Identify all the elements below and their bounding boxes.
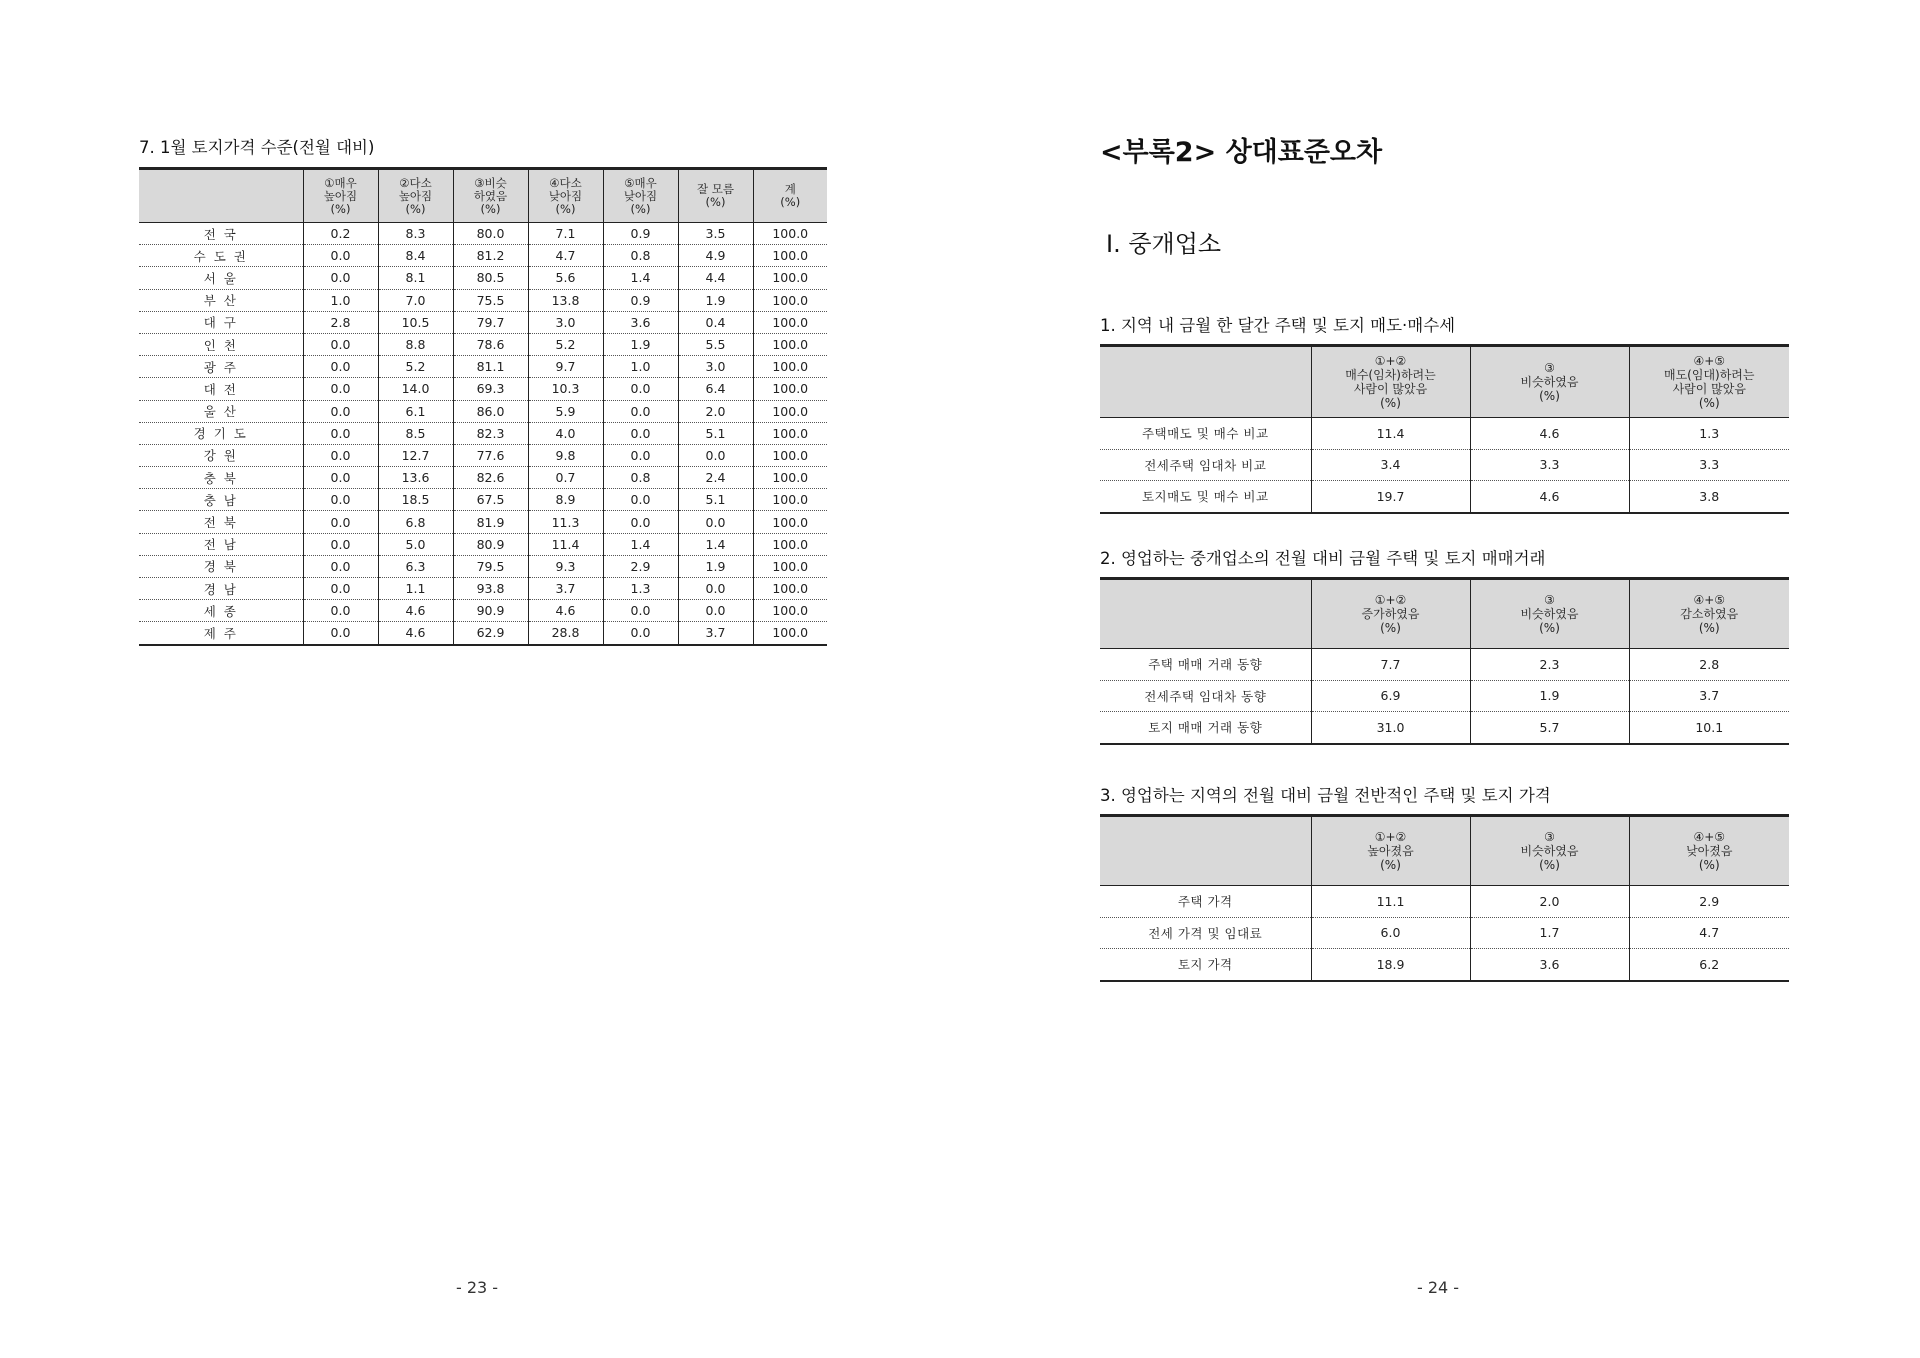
region-label: 대 구 xyxy=(139,311,303,333)
value-cell: 1.0 xyxy=(303,289,378,311)
table-row xyxy=(1100,949,1789,981)
value-cell: 3.0 xyxy=(528,311,603,333)
value-cell: 1.7 xyxy=(1470,917,1629,949)
section-heading: I. 중개업소 xyxy=(1106,230,1222,258)
value-cell: 11.3 xyxy=(528,511,603,533)
value-cell: 2.0 xyxy=(678,400,753,422)
value-cell: 1.9 xyxy=(678,555,753,577)
table-row xyxy=(139,378,827,400)
value-cell: 80.0 xyxy=(453,223,528,245)
value-cell: 7.1 xyxy=(528,223,603,245)
table-row xyxy=(139,245,827,267)
value-cell: 6.3 xyxy=(378,555,453,577)
value-cell: 3.5 xyxy=(678,223,753,245)
value-cell: 100.0 xyxy=(753,467,827,489)
value-cell: 0.0 xyxy=(678,578,753,600)
value-cell: 5.7 xyxy=(1470,712,1629,744)
table-body xyxy=(1100,886,1789,981)
value-cell: 14.0 xyxy=(378,378,453,400)
region-label: 수 도 권 xyxy=(139,245,303,267)
value-cell: 0.0 xyxy=(678,444,753,466)
table-body xyxy=(1100,418,1789,513)
value-cell: 93.8 xyxy=(453,578,528,600)
value-cell: 0.0 xyxy=(303,578,378,600)
header-corner xyxy=(139,169,303,223)
value-cell: 11.4 xyxy=(528,533,603,555)
value-cell: 82.6 xyxy=(453,467,528,489)
value-cell: 5.0 xyxy=(378,533,453,555)
table-row xyxy=(139,333,827,355)
value-cell: 62.9 xyxy=(453,622,528,645)
value-cell: 0.0 xyxy=(603,600,678,622)
value-cell: 10.3 xyxy=(528,378,603,400)
value-cell: 7.0 xyxy=(378,289,453,311)
row-label: 토지매도 및 매수 비교 xyxy=(1100,481,1311,513)
value-cell: 4.6 xyxy=(528,600,603,622)
table-row xyxy=(139,223,827,245)
value-cell: 4.6 xyxy=(1470,418,1629,450)
value-cell: 0.0 xyxy=(303,622,378,645)
value-cell: 1.4 xyxy=(603,267,678,289)
value-cell: 78.6 xyxy=(453,333,528,355)
header-cell: ③비슷 하였음 (%) xyxy=(453,169,528,223)
region-label: 충 남 xyxy=(139,489,303,511)
header-cell: 잘 모름 (%) xyxy=(678,169,753,223)
value-cell: 5.1 xyxy=(678,489,753,511)
trade-sentiment-table xyxy=(1100,344,1789,514)
value-cell: 2.8 xyxy=(303,311,378,333)
value-cell: 1.1 xyxy=(378,578,453,600)
table-row xyxy=(139,311,827,333)
header-cell: 계 (%) xyxy=(753,169,827,223)
value-cell: 100.0 xyxy=(753,533,827,555)
value-cell: 18.9 xyxy=(1311,949,1470,981)
row-label: 토지 매매 거래 동향 xyxy=(1100,712,1311,744)
value-cell: 100.0 xyxy=(753,289,827,311)
value-cell: 0.8 xyxy=(603,245,678,267)
table-7-title: 7. 1월 토지가격 수준(전월 대비) xyxy=(139,138,375,157)
value-cell: 13.6 xyxy=(378,467,453,489)
table-row xyxy=(1100,418,1789,450)
value-cell: 7.7 xyxy=(1311,649,1470,681)
value-cell: 0.0 xyxy=(603,489,678,511)
table-row xyxy=(139,422,827,444)
value-cell: 100.0 xyxy=(753,311,827,333)
region-label: 부 산 xyxy=(139,289,303,311)
value-cell: 4.6 xyxy=(378,600,453,622)
value-cell: 80.9 xyxy=(453,533,528,555)
value-cell: 0.0 xyxy=(303,489,378,511)
value-cell: 0.0 xyxy=(603,444,678,466)
page-number: - 23 - xyxy=(456,1278,499,1297)
value-cell: 0.0 xyxy=(303,444,378,466)
value-cell: 3.7 xyxy=(1629,680,1789,712)
region-label: 충 북 xyxy=(139,467,303,489)
table-row xyxy=(1100,680,1789,712)
overall-price-table xyxy=(1100,814,1789,982)
table-header-row xyxy=(1100,346,1789,418)
value-cell: 8.1 xyxy=(378,267,453,289)
value-cell: 2.8 xyxy=(1629,649,1789,681)
table-2-title: 2. 영업하는 중개업소의 전월 대비 금월 주택 및 토지 매매거래 xyxy=(1100,549,1546,568)
table-body xyxy=(1100,649,1789,744)
table-row xyxy=(139,600,827,622)
value-cell: 4.4 xyxy=(678,267,753,289)
table-row xyxy=(139,555,827,577)
value-cell: 0.0 xyxy=(303,245,378,267)
table-row xyxy=(1100,917,1789,949)
value-cell: 4.6 xyxy=(1470,481,1629,513)
value-cell: 2.4 xyxy=(678,467,753,489)
value-cell: 82.3 xyxy=(453,422,528,444)
value-cell: 9.8 xyxy=(528,444,603,466)
value-cell: 19.7 xyxy=(1311,481,1470,513)
value-cell: 2.9 xyxy=(603,555,678,577)
table-header-row xyxy=(1100,816,1789,886)
value-cell: 1.3 xyxy=(603,578,678,600)
value-cell: 0.2 xyxy=(303,223,378,245)
table-row xyxy=(139,289,827,311)
value-cell: 5.6 xyxy=(528,267,603,289)
header-cell: ③ 비슷하였음 (%) xyxy=(1470,346,1629,418)
value-cell: 9.7 xyxy=(528,356,603,378)
value-cell: 86.0 xyxy=(453,400,528,422)
value-cell: 0.0 xyxy=(603,622,678,645)
value-cell: 4.7 xyxy=(1629,917,1789,949)
region-label: 인 천 xyxy=(139,333,303,355)
header-cell: ④+⑤ 감소하였음 (%) xyxy=(1629,579,1789,649)
land-price-level-table xyxy=(139,167,827,646)
value-cell: 0.0 xyxy=(303,378,378,400)
value-cell: 0.0 xyxy=(303,400,378,422)
value-cell: 6.1 xyxy=(378,400,453,422)
value-cell: 3.6 xyxy=(603,311,678,333)
value-cell: 1.3 xyxy=(1629,418,1789,450)
value-cell: 0.0 xyxy=(678,600,753,622)
header-cell: ①+② 높아졌음 (%) xyxy=(1311,816,1470,886)
value-cell: 0.0 xyxy=(603,422,678,444)
value-cell: 100.0 xyxy=(753,578,827,600)
value-cell: 5.9 xyxy=(528,400,603,422)
value-cell: 5.2 xyxy=(378,356,453,378)
value-cell: 100.0 xyxy=(753,223,827,245)
region-label: 경 남 xyxy=(139,578,303,600)
value-cell: 0.0 xyxy=(303,555,378,577)
value-cell: 0.0 xyxy=(603,511,678,533)
header-cell: ①+② 증가하였음 (%) xyxy=(1311,579,1470,649)
region-label: 강 원 xyxy=(139,444,303,466)
header-corner xyxy=(1100,816,1311,886)
value-cell: 3.4 xyxy=(1311,449,1470,481)
value-cell: 8.8 xyxy=(378,333,453,355)
value-cell: 0.0 xyxy=(678,511,753,533)
value-cell: 0.0 xyxy=(303,422,378,444)
table-row xyxy=(139,444,827,466)
value-cell: 31.0 xyxy=(1311,712,1470,744)
value-cell: 3.7 xyxy=(678,622,753,645)
value-cell: 0.4 xyxy=(678,311,753,333)
row-label: 전세 가격 및 임대료 xyxy=(1100,917,1311,949)
value-cell: 9.3 xyxy=(528,555,603,577)
region-label: 전 남 xyxy=(139,533,303,555)
value-cell: 100.0 xyxy=(753,422,827,444)
value-cell: 3.7 xyxy=(528,578,603,600)
value-cell: 5.1 xyxy=(678,422,753,444)
table-row xyxy=(139,356,827,378)
value-cell: 67.5 xyxy=(453,489,528,511)
table-1-title: 1. 지역 내 금월 한 달간 주택 및 토지 매도·매수세 xyxy=(1100,316,1456,335)
value-cell: 11.4 xyxy=(1311,418,1470,450)
value-cell: 8.9 xyxy=(528,489,603,511)
value-cell: 13.8 xyxy=(528,289,603,311)
value-cell: 1.0 xyxy=(603,356,678,378)
value-cell: 0.7 xyxy=(528,467,603,489)
table-row xyxy=(139,622,827,645)
value-cell: 100.0 xyxy=(753,267,827,289)
region-label: 경 북 xyxy=(139,555,303,577)
value-cell: 100.0 xyxy=(753,600,827,622)
row-label: 전세주택 임대차 동향 xyxy=(1100,680,1311,712)
value-cell: 2.3 xyxy=(1470,649,1629,681)
value-cell: 8.3 xyxy=(378,223,453,245)
value-cell: 18.5 xyxy=(378,489,453,511)
table-header-row xyxy=(139,169,827,223)
header-cell: ①+② 매수(임차)하려는 사람이 많았음 (%) xyxy=(1311,346,1470,418)
value-cell: 4.7 xyxy=(528,245,603,267)
value-cell: 2.9 xyxy=(1629,886,1789,918)
value-cell: 81.2 xyxy=(453,245,528,267)
value-cell: 3.3 xyxy=(1629,449,1789,481)
value-cell: 4.9 xyxy=(678,245,753,267)
value-cell: 6.2 xyxy=(1629,949,1789,981)
value-cell: 8.4 xyxy=(378,245,453,267)
row-label: 토지 가격 xyxy=(1100,949,1311,981)
value-cell: 0.9 xyxy=(603,223,678,245)
table-row xyxy=(139,489,827,511)
value-cell: 0.0 xyxy=(303,533,378,555)
table-row xyxy=(139,400,827,422)
table-row xyxy=(139,511,827,533)
value-cell: 0.0 xyxy=(603,400,678,422)
value-cell: 100.0 xyxy=(753,622,827,645)
value-cell: 0.0 xyxy=(303,467,378,489)
value-cell: 100.0 xyxy=(753,555,827,577)
appendix-title: <부록2> 상대표준오차 xyxy=(1100,137,1383,168)
value-cell: 81.9 xyxy=(453,511,528,533)
value-cell: 100.0 xyxy=(753,245,827,267)
value-cell: 4.0 xyxy=(528,422,603,444)
value-cell: 0.0 xyxy=(303,267,378,289)
value-cell: 1.4 xyxy=(603,533,678,555)
value-cell: 0.0 xyxy=(603,378,678,400)
value-cell: 100.0 xyxy=(753,511,827,533)
value-cell: 0.9 xyxy=(603,289,678,311)
value-cell: 3.6 xyxy=(1470,949,1629,981)
value-cell: 6.4 xyxy=(678,378,753,400)
header-cell: ③ 비슷하였음 (%) xyxy=(1470,816,1629,886)
region-label: 전 북 xyxy=(139,511,303,533)
region-label: 대 전 xyxy=(139,378,303,400)
value-cell: 75.5 xyxy=(453,289,528,311)
value-cell: 3.0 xyxy=(678,356,753,378)
table-row xyxy=(1100,712,1789,744)
header-cell: ④다소 낮아짐 (%) xyxy=(528,169,603,223)
value-cell: 100.0 xyxy=(753,489,827,511)
header-cell: ③ 비슷하였음 (%) xyxy=(1470,579,1629,649)
header-cell: ①매우 높아짐 (%) xyxy=(303,169,378,223)
value-cell: 3.3 xyxy=(1470,449,1629,481)
value-cell: 12.7 xyxy=(378,444,453,466)
row-label: 주택 매매 거래 동향 xyxy=(1100,649,1311,681)
header-corner xyxy=(1100,346,1311,418)
value-cell: 100.0 xyxy=(753,378,827,400)
table-row xyxy=(1100,449,1789,481)
value-cell: 100.0 xyxy=(753,356,827,378)
header-cell: ⑤매우 낮아짐 (%) xyxy=(603,169,678,223)
value-cell: 81.1 xyxy=(453,356,528,378)
region-label: 서 울 xyxy=(139,267,303,289)
header-cell: ②다소 높아짐 (%) xyxy=(378,169,453,223)
value-cell: 100.0 xyxy=(753,444,827,466)
value-cell: 69.3 xyxy=(453,378,528,400)
value-cell: 1.9 xyxy=(678,289,753,311)
value-cell: 5.5 xyxy=(678,333,753,355)
region-label: 세 종 xyxy=(139,600,303,622)
value-cell: 6.0 xyxy=(1311,917,1470,949)
header-corner xyxy=(1100,579,1311,649)
region-label: 경 기 도 xyxy=(139,422,303,444)
value-cell: 8.5 xyxy=(378,422,453,444)
table-row xyxy=(1100,481,1789,513)
table-body xyxy=(139,223,827,645)
header-cell: ④+⑤ 낮아졌음 (%) xyxy=(1629,816,1789,886)
value-cell: 4.6 xyxy=(378,622,453,645)
table-row xyxy=(139,533,827,555)
page-number: - 24 - xyxy=(1417,1278,1460,1297)
value-cell: 5.2 xyxy=(528,333,603,355)
table-row xyxy=(139,578,827,600)
value-cell: 100.0 xyxy=(753,333,827,355)
value-cell: 100.0 xyxy=(753,400,827,422)
table-row xyxy=(1100,649,1789,681)
value-cell: 80.5 xyxy=(453,267,528,289)
value-cell: 10.5 xyxy=(378,311,453,333)
row-label: 주택매도 및 매수 비교 xyxy=(1100,418,1311,450)
value-cell: 10.1 xyxy=(1629,712,1789,744)
value-cell: 0.0 xyxy=(303,600,378,622)
row-label: 주택 가격 xyxy=(1100,886,1311,918)
region-label: 울 산 xyxy=(139,400,303,422)
table-header-row xyxy=(1100,579,1789,649)
value-cell: 3.8 xyxy=(1629,481,1789,513)
header-cell: ④+⑤ 매도(임대)하려는 사람이 많았음 (%) xyxy=(1629,346,1789,418)
table-3-title: 3. 영업하는 지역의 전월 대비 금월 전반적인 주택 및 토지 가격 xyxy=(1100,786,1551,805)
value-cell: 0.8 xyxy=(603,467,678,489)
trade-volume-table xyxy=(1100,577,1789,745)
value-cell: 1.9 xyxy=(1470,680,1629,712)
value-cell: 77.6 xyxy=(453,444,528,466)
value-cell: 79.5 xyxy=(453,555,528,577)
row-label: 전세주택 임대차 비교 xyxy=(1100,449,1311,481)
region-label: 광 주 xyxy=(139,356,303,378)
value-cell: 1.9 xyxy=(603,333,678,355)
table-row xyxy=(139,267,827,289)
value-cell: 28.8 xyxy=(528,622,603,645)
value-cell: 0.0 xyxy=(303,333,378,355)
value-cell: 6.9 xyxy=(1311,680,1470,712)
value-cell: 1.4 xyxy=(678,533,753,555)
region-label: 전 국 xyxy=(139,223,303,245)
region-label: 제 주 xyxy=(139,622,303,645)
value-cell: 79.7 xyxy=(453,311,528,333)
value-cell: 6.8 xyxy=(378,511,453,533)
value-cell: 0.0 xyxy=(303,356,378,378)
value-cell: 90.9 xyxy=(453,600,528,622)
value-cell: 2.0 xyxy=(1470,886,1629,918)
value-cell: 0.0 xyxy=(303,511,378,533)
table-row xyxy=(1100,886,1789,918)
table-row xyxy=(139,467,827,489)
value-cell: 11.1 xyxy=(1311,886,1470,918)
